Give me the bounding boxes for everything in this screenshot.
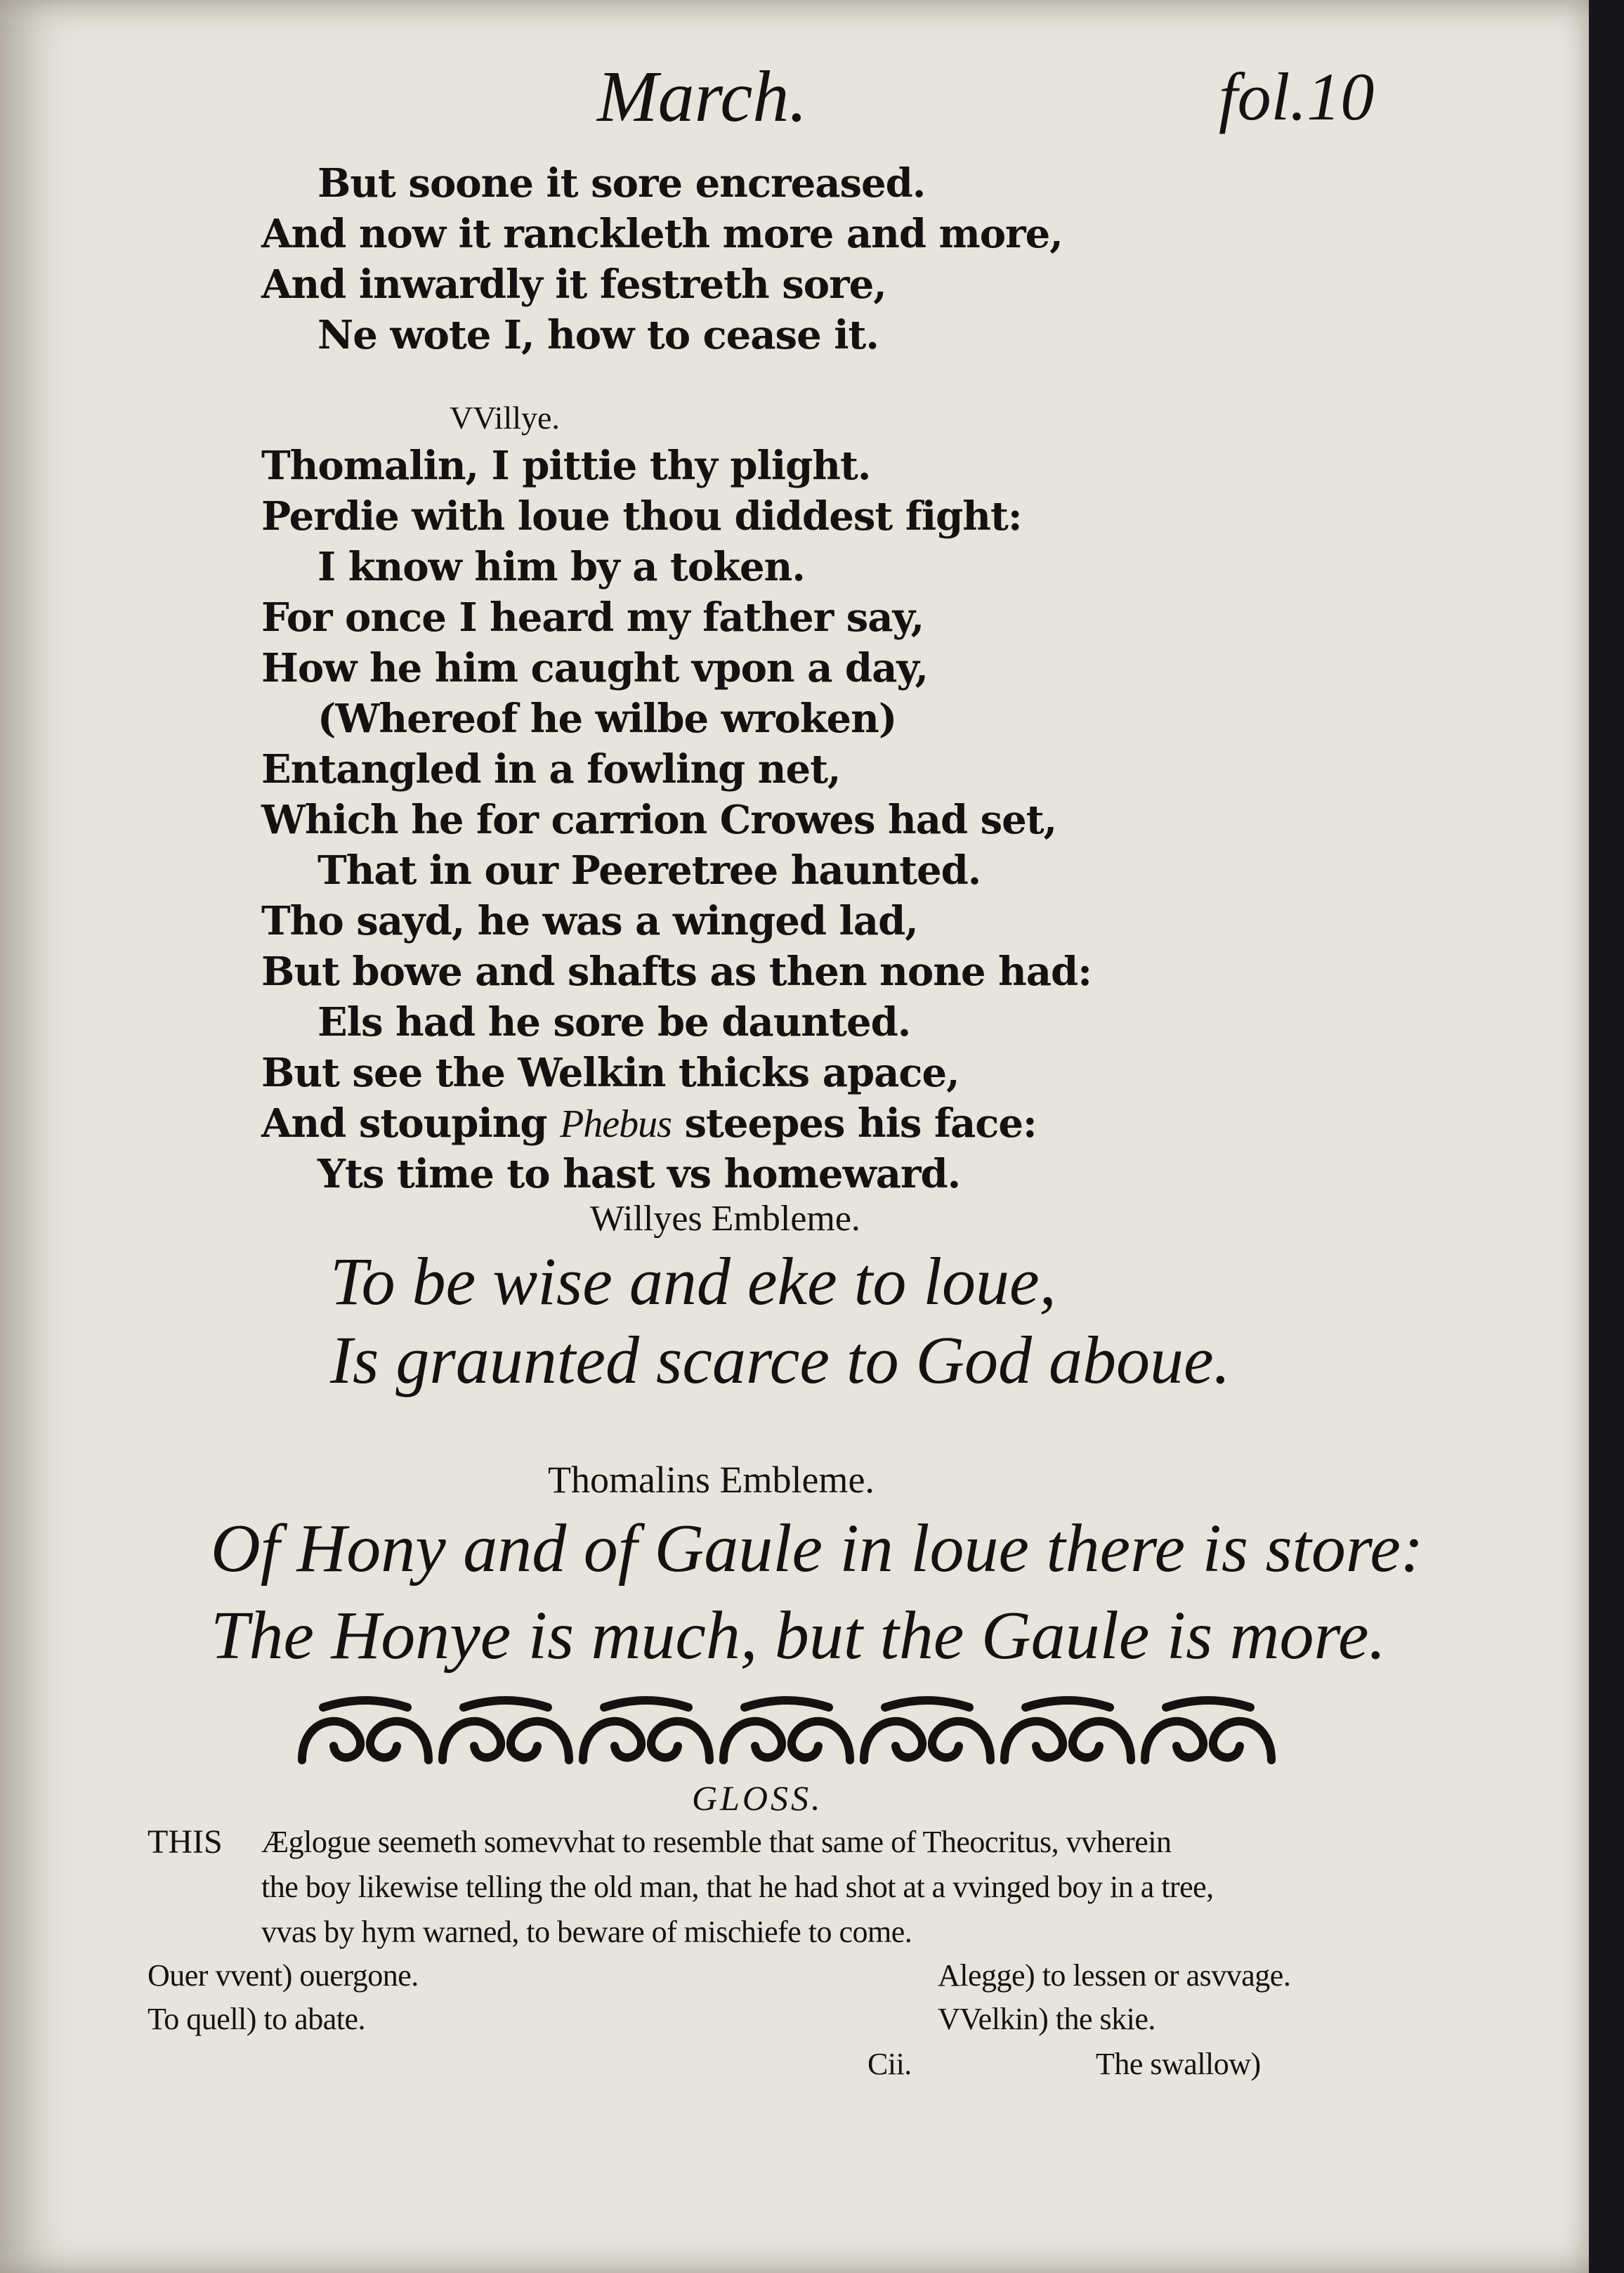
emblem-line: Is graunted scarce to God aboue.	[330, 1322, 1231, 1398]
folio-number: fol.10	[1219, 59, 1375, 134]
verse-line: Yts time to hast vs homeward.	[317, 1151, 961, 1197]
gloss-entry: Ouer vvent) ouergone.	[148, 1958, 419, 1993]
verse-line: I know him by a token.	[317, 544, 805, 590]
verse-line: For once I heard my father say,	[261, 594, 924, 641]
verse-line: Ne wote I, how to cease it.	[317, 312, 879, 358]
gloss-entry: Alegge) to lessen or asvvage.	[938, 1958, 1291, 1993]
verse-line: Entangled in a fowling net,	[261, 746, 841, 793]
verse-line: How he him caught vpon a day,	[261, 645, 929, 691]
gloss-text-line: the boy likewise telling the old man, that he had shot at a vvinged boy in a tree,	[261, 1870, 1214, 1904]
emblem-line: To be wise and eke to loue,	[330, 1244, 1056, 1319]
running-head: March.	[597, 56, 808, 137]
page-edge-shadow	[1589, 0, 1624, 2273]
verse-line: Thomalin, I pittie thy plight.	[261, 443, 871, 489]
verse-line: But see the Welkin thicks apace,	[261, 1050, 960, 1096]
emblem-title-willye: Willyes Embleme.	[590, 1199, 860, 1239]
verse-line: But bowe and shafts as then none had:	[261, 949, 1092, 995]
verse-line: Perdie with loue thou diddest fight:	[261, 493, 1022, 540]
verse-line: Tho sayd, he was a winged lad,	[261, 898, 918, 944]
verse-line: And inwardly it festreth sore,	[261, 261, 886, 308]
signature-mark: Cii.	[867, 2047, 912, 2081]
gloss-text-line: Æglogue seemeth somevvhat to resemble that same of Theocritus, vvherein	[261, 1825, 1172, 1859]
verse-line: But soone it sore encreased.	[317, 160, 926, 207]
speaker-name: VVillye.	[450, 400, 560, 436]
verse-line: That in our Peeretree haunted.	[317, 847, 981, 894]
emblem-line: The Honye is much, but the Gaule is more.	[211, 1598, 1386, 1674]
gloss-entry: To quell) to abate.	[148, 2002, 365, 2036]
gloss-text-line: vvas by hym warned, to beware of mischiefe to come.	[261, 1915, 912, 1949]
gloss-heading: GLOSS.	[692, 1778, 823, 1818]
gloss-entry: VVelkin) the skie.	[938, 2002, 1155, 2036]
verse-line: And now it ranckleth more and more,	[261, 211, 1063, 257]
gloss-lead: THIS	[148, 1823, 223, 1861]
verse-line: And stouping Phebus steepes his face:	[261, 1100, 1037, 1147]
verse-line: (Whereof he wilbe wroken)	[317, 696, 897, 742]
verse-line: Which he for carrion Crowes had set,	[261, 797, 1057, 843]
ornament-band	[288, 1690, 1285, 1781]
catchword: The swallow)	[1096, 2047, 1261, 2081]
emblem-title-thomalin: Thomalins Embleme.	[548, 1459, 875, 1501]
italic-name: Phebus	[560, 1102, 672, 1146]
emblem-line: Of Hony and of Gaule in loue there is store:	[211, 1511, 1424, 1587]
verse-line: Els had he sore be daunted.	[317, 999, 911, 1046]
